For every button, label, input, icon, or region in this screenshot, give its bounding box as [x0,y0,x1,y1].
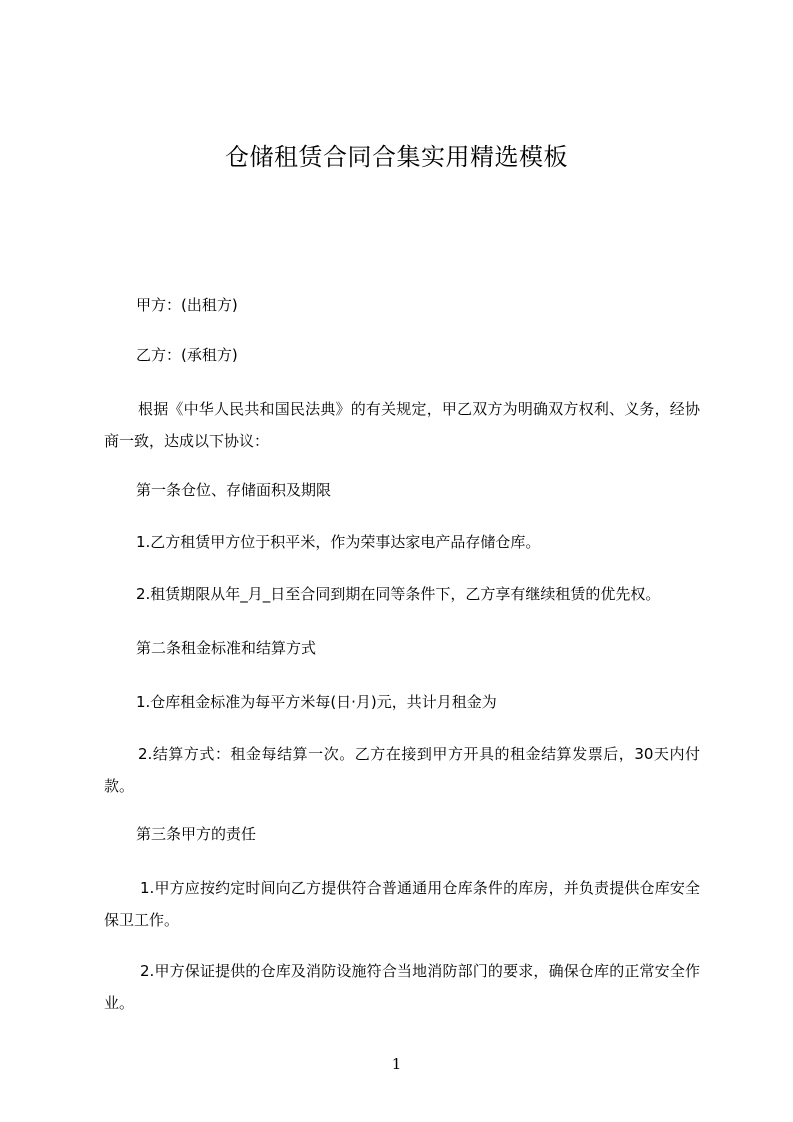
party-b-line: 乙方：(承租方) [136,346,238,364]
article-1-clause-2: 2.租赁期限从年_月_日至合同到期在同等条件下，乙方享有继续租赁的优先权。 [136,585,661,603]
article-2-heading: 第二条租金标准和结算方式 [136,639,317,657]
preamble-paragraph: 根据《中华人民共和国民法典》的有关规定，甲乙双方为明确双方权利、义务，经协商一致，达成以下协议： [104,400,700,450]
article-3-heading: 第三条甲方的责任 [136,825,257,843]
article-3-clause-2: 2.甲方保证提供的仓库及消防设施符合当地消防部门的要求，确保仓库的正常安全作业。 [104,962,700,1012]
article-3-clause-1: 1.甲方应按约定时间向乙方提供符合普通通用仓库条件的库房，并负责提供仓库安全保卫工作。 [104,879,700,929]
party-a-line: 甲方：(出租方) [136,296,238,314]
article-2-clause-2: 2.结算方式：租金每结算一次。乙方在接到甲方开具的租金结算发票后，30天内付款。 [104,745,700,795]
page-number: 1 [391,1055,402,1073]
document-title: 仓储租赁合同合集实用精选模板 [225,143,568,171]
article-2-clause-1: 1.仓库租金标准为每平方米每(日·月)元，共计月租金为 [136,693,497,711]
article-1-heading: 第一条仓位、存储面积及期限 [136,481,332,499]
article-1-clause-1: 1.乙方租赁甲方位于积平米，作为荣事达家电产品存储仓库。 [136,533,541,551]
